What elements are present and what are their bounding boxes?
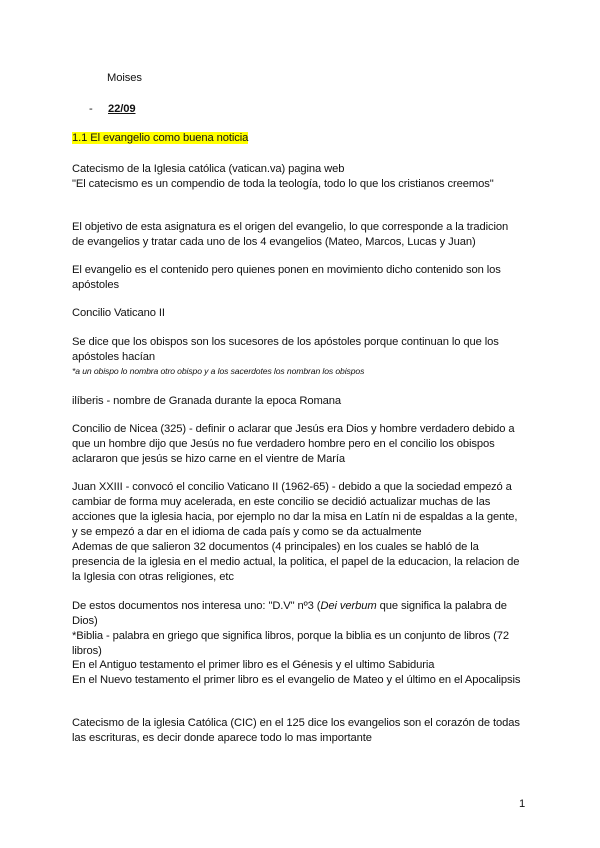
text-line: cambiar de forma muy acelerada, en este concilio se decidió actualizar muchas de las bbox=[72, 496, 491, 508]
section-title-highlight: 1.1 El evangelio como buena noticia bbox=[72, 132, 249, 144]
text-line: Se dice que los obispos son los sucesores de los apóstoles porque continuan lo que los bbox=[72, 336, 499, 348]
text-line: Dios) bbox=[72, 615, 98, 627]
text-line: presencia de la iglesia en el medio actual, la politica, el papel de la educacion, la relacion de bbox=[72, 556, 520, 568]
text-line: y se empezó a dar en el idioma de cada país y como se da actualmente bbox=[72, 526, 422, 538]
text-line: aclararon que jesús se hizo carne en el vientre de María bbox=[72, 453, 346, 465]
text-line: acciones que la iglesia hacia, por ejemplo no dar la misa en Latín ni de espaldas a la gente, bbox=[72, 511, 518, 523]
date-bullet: - bbox=[89, 103, 93, 115]
text-line: apóstoles hacían bbox=[72, 351, 155, 363]
text-line: Catecismo de la iglesia Católica (CIC) en el 125 dice los evangelios son el corazón de todas bbox=[72, 717, 520, 729]
text-line: *Biblia - palabra en griego que significa libros, porque la biblia es un conjunto de libros (72 bbox=[72, 630, 510, 642]
text-line: Catecismo de la Iglesia católica (vatican.va) pagina web bbox=[72, 163, 345, 175]
text-line: que un hombre dijo que Jesús no fue verdadero hombre pero en el concilio los obispos bbox=[72, 438, 495, 450]
text-line: apóstoles bbox=[72, 279, 119, 291]
text-line: ilíberis - nombre de Granada durante la epoca Romana bbox=[72, 395, 342, 407]
text-line: El objetivo de esta asignatura es el origen del evangelio, lo que corresponde a la tradicion bbox=[72, 221, 509, 233]
section-title bbox=[72, 130, 248, 146]
author-name: Moises bbox=[107, 72, 142, 84]
text-line: "El catecismo es un compendio de toda la teología, todo lo que los cristianos creemos" bbox=[72, 178, 494, 190]
text-line: El evangelio es el contenido pero quienes ponen en movimiento dicho contenido son los bbox=[72, 264, 501, 276]
text-line: En el Nuevo testamento el primer libro es el evangelio de Mateo y el último en el Apocalipsis bbox=[72, 674, 521, 686]
text-line: Concilio de Nicea (325) - definir o aclarar que Jesús era Dios y hombre verdadero debido a bbox=[72, 423, 515, 435]
text-line: las escrituras, es decir donde aparece todo lo mas importante bbox=[72, 732, 372, 744]
text-line: En el Antiguo testamento el primer libro es el Génesis y el ultimo Sabiduria bbox=[72, 659, 435, 671]
footnote-line: *a un obispo lo nombra otro obispo y a los sacerdotes los nombran los obispos bbox=[72, 366, 365, 376]
text-line: la Iglesia con otras religiones, etc bbox=[72, 571, 234, 583]
text-segment: De estos documentos nos interesa uno: "D.V" nº3 ( bbox=[72, 600, 321, 612]
text-line: Juan XXIII - convocó el concilio Vaticano II (1962-65) - debido a que la sociedad empezó a bbox=[72, 481, 512, 493]
text-line bbox=[72, 598, 507, 614]
text-segment: que significa la palabra de bbox=[376, 600, 507, 612]
text-line: de evangelios y tratar cada uno de los 4 evangelios (Mateo, Marcos, Lucas y Juan) bbox=[72, 236, 476, 248]
italic-term: Dei verbum bbox=[320, 600, 377, 612]
page-number: 1 bbox=[519, 798, 526, 810]
text-line: Ademas de que salieron 32 documentos (4 principales) en los cuales se habló de la bbox=[72, 541, 479, 553]
text-line: Concilio Vaticano II bbox=[72, 307, 165, 319]
date-heading: 22/09 bbox=[108, 103, 136, 115]
text-line: libros) bbox=[72, 645, 102, 657]
